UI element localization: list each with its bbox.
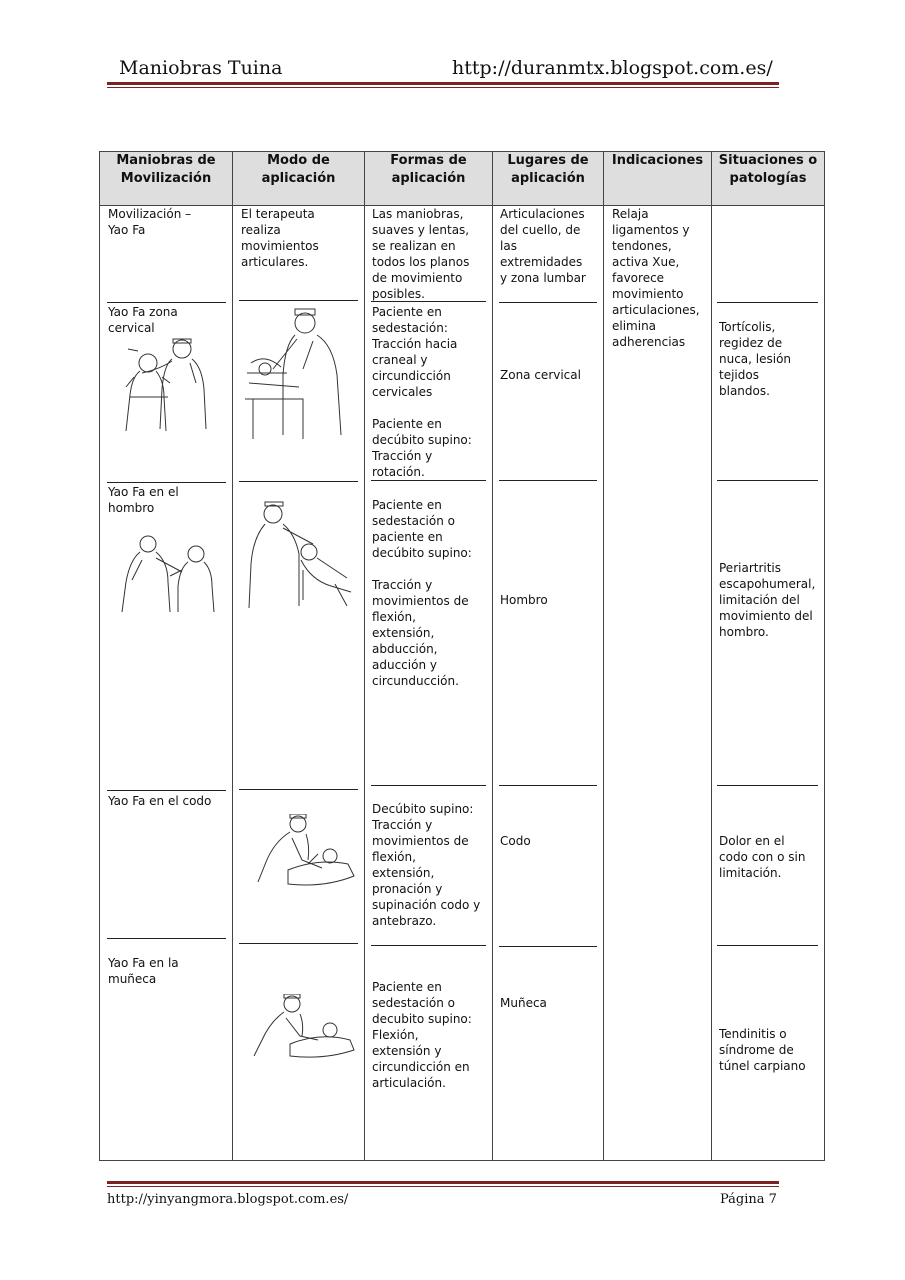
row-muneca-lugar: Muñeca (500, 996, 547, 1010)
col-header-maniobras: Maniobras de Movilización (116, 153, 216, 186)
col-header-lugares: Lugares de aplicación (507, 153, 589, 186)
row-cervical-lugar: Zona cervical (500, 368, 581, 382)
intro-maniobra: Movilización – Yao Fa (108, 207, 192, 237)
row-muneca-situacion: Tendinitis o síndrome de túnel carpiano (719, 1027, 806, 1073)
row-cervical-formas: Paciente en sedestación: Tracción hacia craneal y circundicción cervicales Paciente en decúbito supino: Tracción y rotación. (372, 305, 472, 479)
row-cervical-maniobra: Yao Fa zona cervical (108, 305, 178, 335)
supine-shoulder-figure (243, 500, 353, 612)
intro-indicaciones: Relaja ligamentos y tendones, activa Xue, favorece movimiento articulaciones, elimina adherencias (612, 207, 700, 349)
wrist-mobilization-figure (246, 994, 356, 1060)
row-codo-situacion: Dolor en el codo con o sin limitación. (719, 834, 806, 880)
row-cervical-situacion: Tortícolis, regidez de nuca, lesión tejidos blandos. (719, 320, 792, 398)
row-codo-maniobra: Yao Fa en el codo (108, 794, 212, 808)
row-muneca-maniobra: Yao Fa en la muñeca (108, 956, 179, 986)
header-rule-thin (107, 87, 779, 88)
seated-shoulder-figure (112, 534, 220, 616)
header-rule (107, 82, 779, 85)
intro-modo: El terapeuta realiza movimientos articulares. (241, 207, 319, 269)
row-hombro-maniobra: Yao Fa en el hombro (108, 485, 179, 515)
footer-rule-thin (107, 1186, 779, 1187)
seated-neck-traction-figure (110, 337, 214, 433)
page-number: Página 7 (720, 1192, 777, 1207)
row-hombro-lugar: Hombro (500, 593, 548, 607)
footer-rule (107, 1181, 779, 1184)
row-codo-lugar: Codo (500, 834, 531, 848)
intro-lugares: Articulaciones del cuello, de las extremidades y zona lumbar (500, 207, 586, 285)
header-title: Maniobras Tuina (119, 57, 283, 79)
row-hombro-formas: Paciente en sedestación o paciente en decúbito supino: Tracción y movimientos de flexión, extensión, abducción, aducción y circunducción. (372, 498, 472, 688)
intro-formas: Las maniobras, suaves y lentas, se realizan en todos los planos de movimiento posibles. (372, 207, 470, 301)
col-header-formas: Formas de aplicación (390, 153, 467, 186)
header-url: http://duranmtx.blogspot.com.es/ (452, 57, 773, 79)
col-header-modo: Modo de aplicación (261, 153, 336, 186)
supine-neck-traction-figure (243, 307, 355, 447)
elbow-mobilization-figure (248, 814, 356, 894)
footer-url: http://yinyangmora.blogspot.com.es/ (107, 1192, 349, 1207)
row-codo-formas: Decúbito supino: Tracción y movimientos de flexión, extensión, pronación y supinación codo y antebrazo. (372, 802, 481, 928)
col-header-situaciones: Situaciones o patologías (718, 153, 818, 186)
col-header-indicaciones: Indicaciones (611, 153, 704, 168)
row-hombro-situacion: Periartritis escapohumeral, limitación del movimiento del hombro. (719, 561, 816, 639)
row-muneca-formas: Paciente en sedestación o decubito supino: Flexión, extensión y circundicción en articulación. (372, 980, 472, 1090)
